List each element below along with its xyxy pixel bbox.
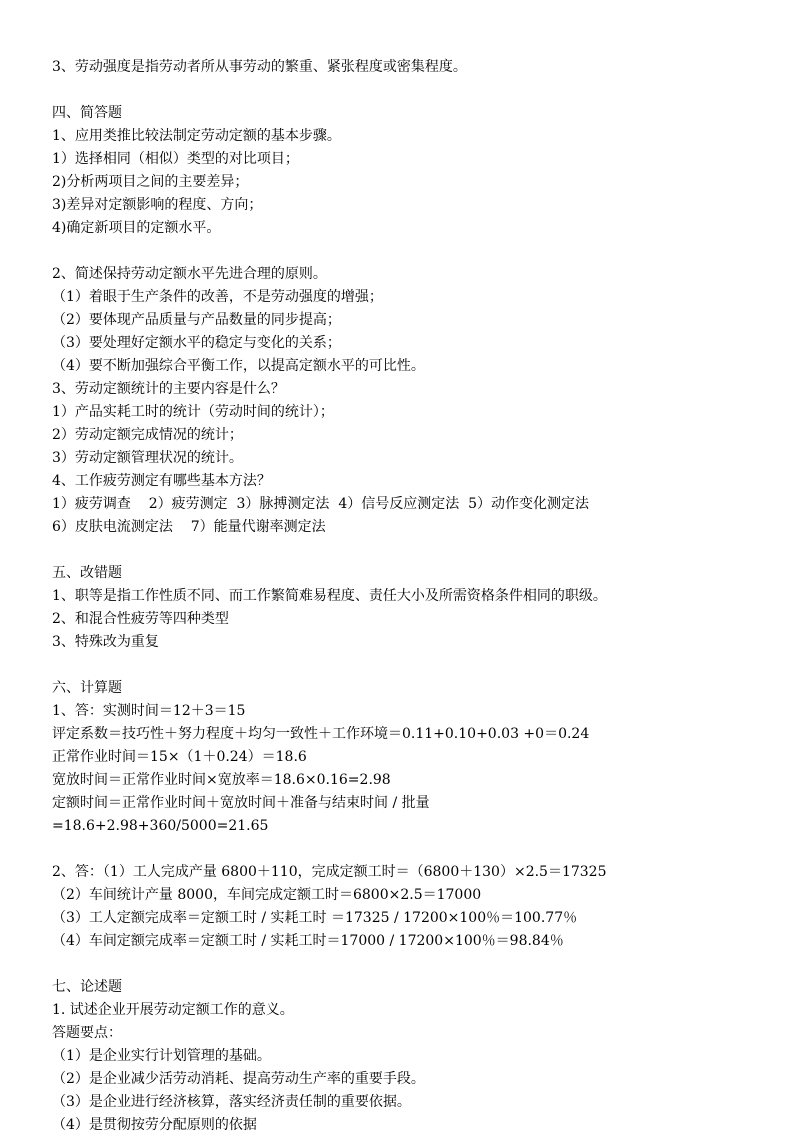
s6-a1-line: =18.6+2.98+360/5000=21.65	[52, 818, 269, 834]
s4-q4-title: 4、工作疲劳测定有哪些基本方法？	[52, 473, 271, 489]
s5-item: 1、职等是指工作性质不同、而工作繁简难易程度、责任大小及所需资格条件相同的职级。	[52, 588, 607, 604]
s6-a2-line: 2、答：（1）工人完成产量 6800＋110，完成定额工时＝（6800＋130）×2.5＝17325	[52, 864, 607, 880]
s6-a2-line: （2）车间统计产量 8000，车间完成定额工时＝6800×2.5＝17000	[52, 887, 482, 903]
s4-q3-title: 3、劳动定额统计的主要内容是什么？	[52, 381, 285, 397]
spacer	[52, 654, 772, 677]
s6-a2-line: （4）车间定额完成率＝定额工时 / 实耗工时＝17000 / 17200×100％＝98.84％	[52, 933, 564, 949]
s6-a1-line: 定额时间＝正常作业时间＋宽放时间＋准备与结束时间 / 批量	[52, 795, 430, 811]
s4-q1-item: 2)分析两项目之间的主要差异；	[52, 174, 249, 190]
spacer	[52, 953, 772, 976]
s5-item: 2、和混合性疲劳等四种类型	[52, 611, 229, 627]
s7-subtitle: 答题要点：	[52, 1025, 122, 1041]
section4-heading: 四、简答题	[52, 105, 122, 121]
s6-a1-line: 评定系数＝技巧性＋努力程度＋均匀一致性＋工作环境＝0.11+0.10+0.03 +0＝0.24	[52, 726, 590, 742]
s6-a1-line: 1、答：实测时间＝12＋3＝15	[52, 703, 246, 719]
s4-q4-item: 6）皮肤电流测定法 7）能量代谢率测定法	[52, 519, 326, 535]
s7-item: （1）是企业实行计划管理的基础。	[52, 1048, 271, 1064]
s4-q1-item: 4)确定新项目的定额水平。	[52, 220, 221, 236]
s6-a2-line: （3）工人定额完成率＝定额工时 / 实耗工时 ＝17325 / 17200×100％＝100.77％	[52, 910, 578, 926]
s5-item: 3、特殊改为重复	[52, 634, 159, 650]
section7-heading: 七、论述题	[52, 979, 122, 995]
s7-item: （4）是贯彻按劳分配原则的依据	[52, 1117, 257, 1133]
s4-q3-item: 2）劳动定额完成情况的统计；	[52, 427, 243, 443]
spacer	[52, 79, 772, 102]
s4-q2-item: （3）要处理好定额水平的稳定与变化的关系；	[52, 335, 341, 351]
spacer	[52, 240, 772, 263]
s4-q2-title: 2、简述保持劳动定额水平先进合理的原则。	[52, 266, 327, 282]
s4-q3-item: 1）产品实耗工时的统计（劳动时间的统计）；	[52, 404, 334, 420]
s7-item: （3）是企业进行经济核算，落实经济责任制的重要依据。	[52, 1094, 411, 1110]
s4-q1-item: 1）选择相同（相似）类型的对比项目；	[52, 151, 299, 167]
s4-q1-title: 1、应用类推比较法制定劳动定额的基本步骤。	[52, 128, 341, 144]
s6-a1-line: 宽放时间＝正常作业时间×宽放率＝18.6×0.16=2.98	[52, 772, 391, 788]
spacer	[52, 539, 772, 562]
section3-item3: 3、劳动强度是指劳动者所从事劳动的繁重、紧张程度或密集程度。	[52, 59, 467, 75]
s4-q3-item: 3）劳动定额管理状况的统计。	[52, 450, 243, 466]
section6-heading: 六、计算题	[52, 680, 122, 696]
s7-title: 1. 试述企业开展劳动定额工作的意义。	[52, 1002, 294, 1018]
s4-q2-item: （1）着眼于生产条件的改善，不是劳动强度的增强；	[52, 289, 383, 305]
s6-a1-line: 正常作业时间＝15×（1＋0.24）＝18.6	[52, 749, 307, 765]
s4-q4-item: 1）疲劳调查 2）疲劳测定 3）脉搏测定法 4）信号反应测定法 5）动作变化测定法	[52, 496, 590, 512]
s7-item: （2）是企业减少活劳动消耗、提高劳动生产率的重要手段。	[52, 1071, 425, 1087]
section5-heading: 五、改错题	[52, 565, 122, 581]
document-page	[52, 56, 772, 1137]
s4-q2-item: （4）要不断加强综合平衡工作，以提高定额水平的可比性。	[52, 358, 425, 374]
spacer	[52, 838, 772, 861]
s4-q1-item: 3)差异对定额影响的程度、方向；	[52, 197, 263, 213]
s4-q2-item: （2）要体现产品质量与产品数量的同步提高；	[52, 312, 341, 328]
